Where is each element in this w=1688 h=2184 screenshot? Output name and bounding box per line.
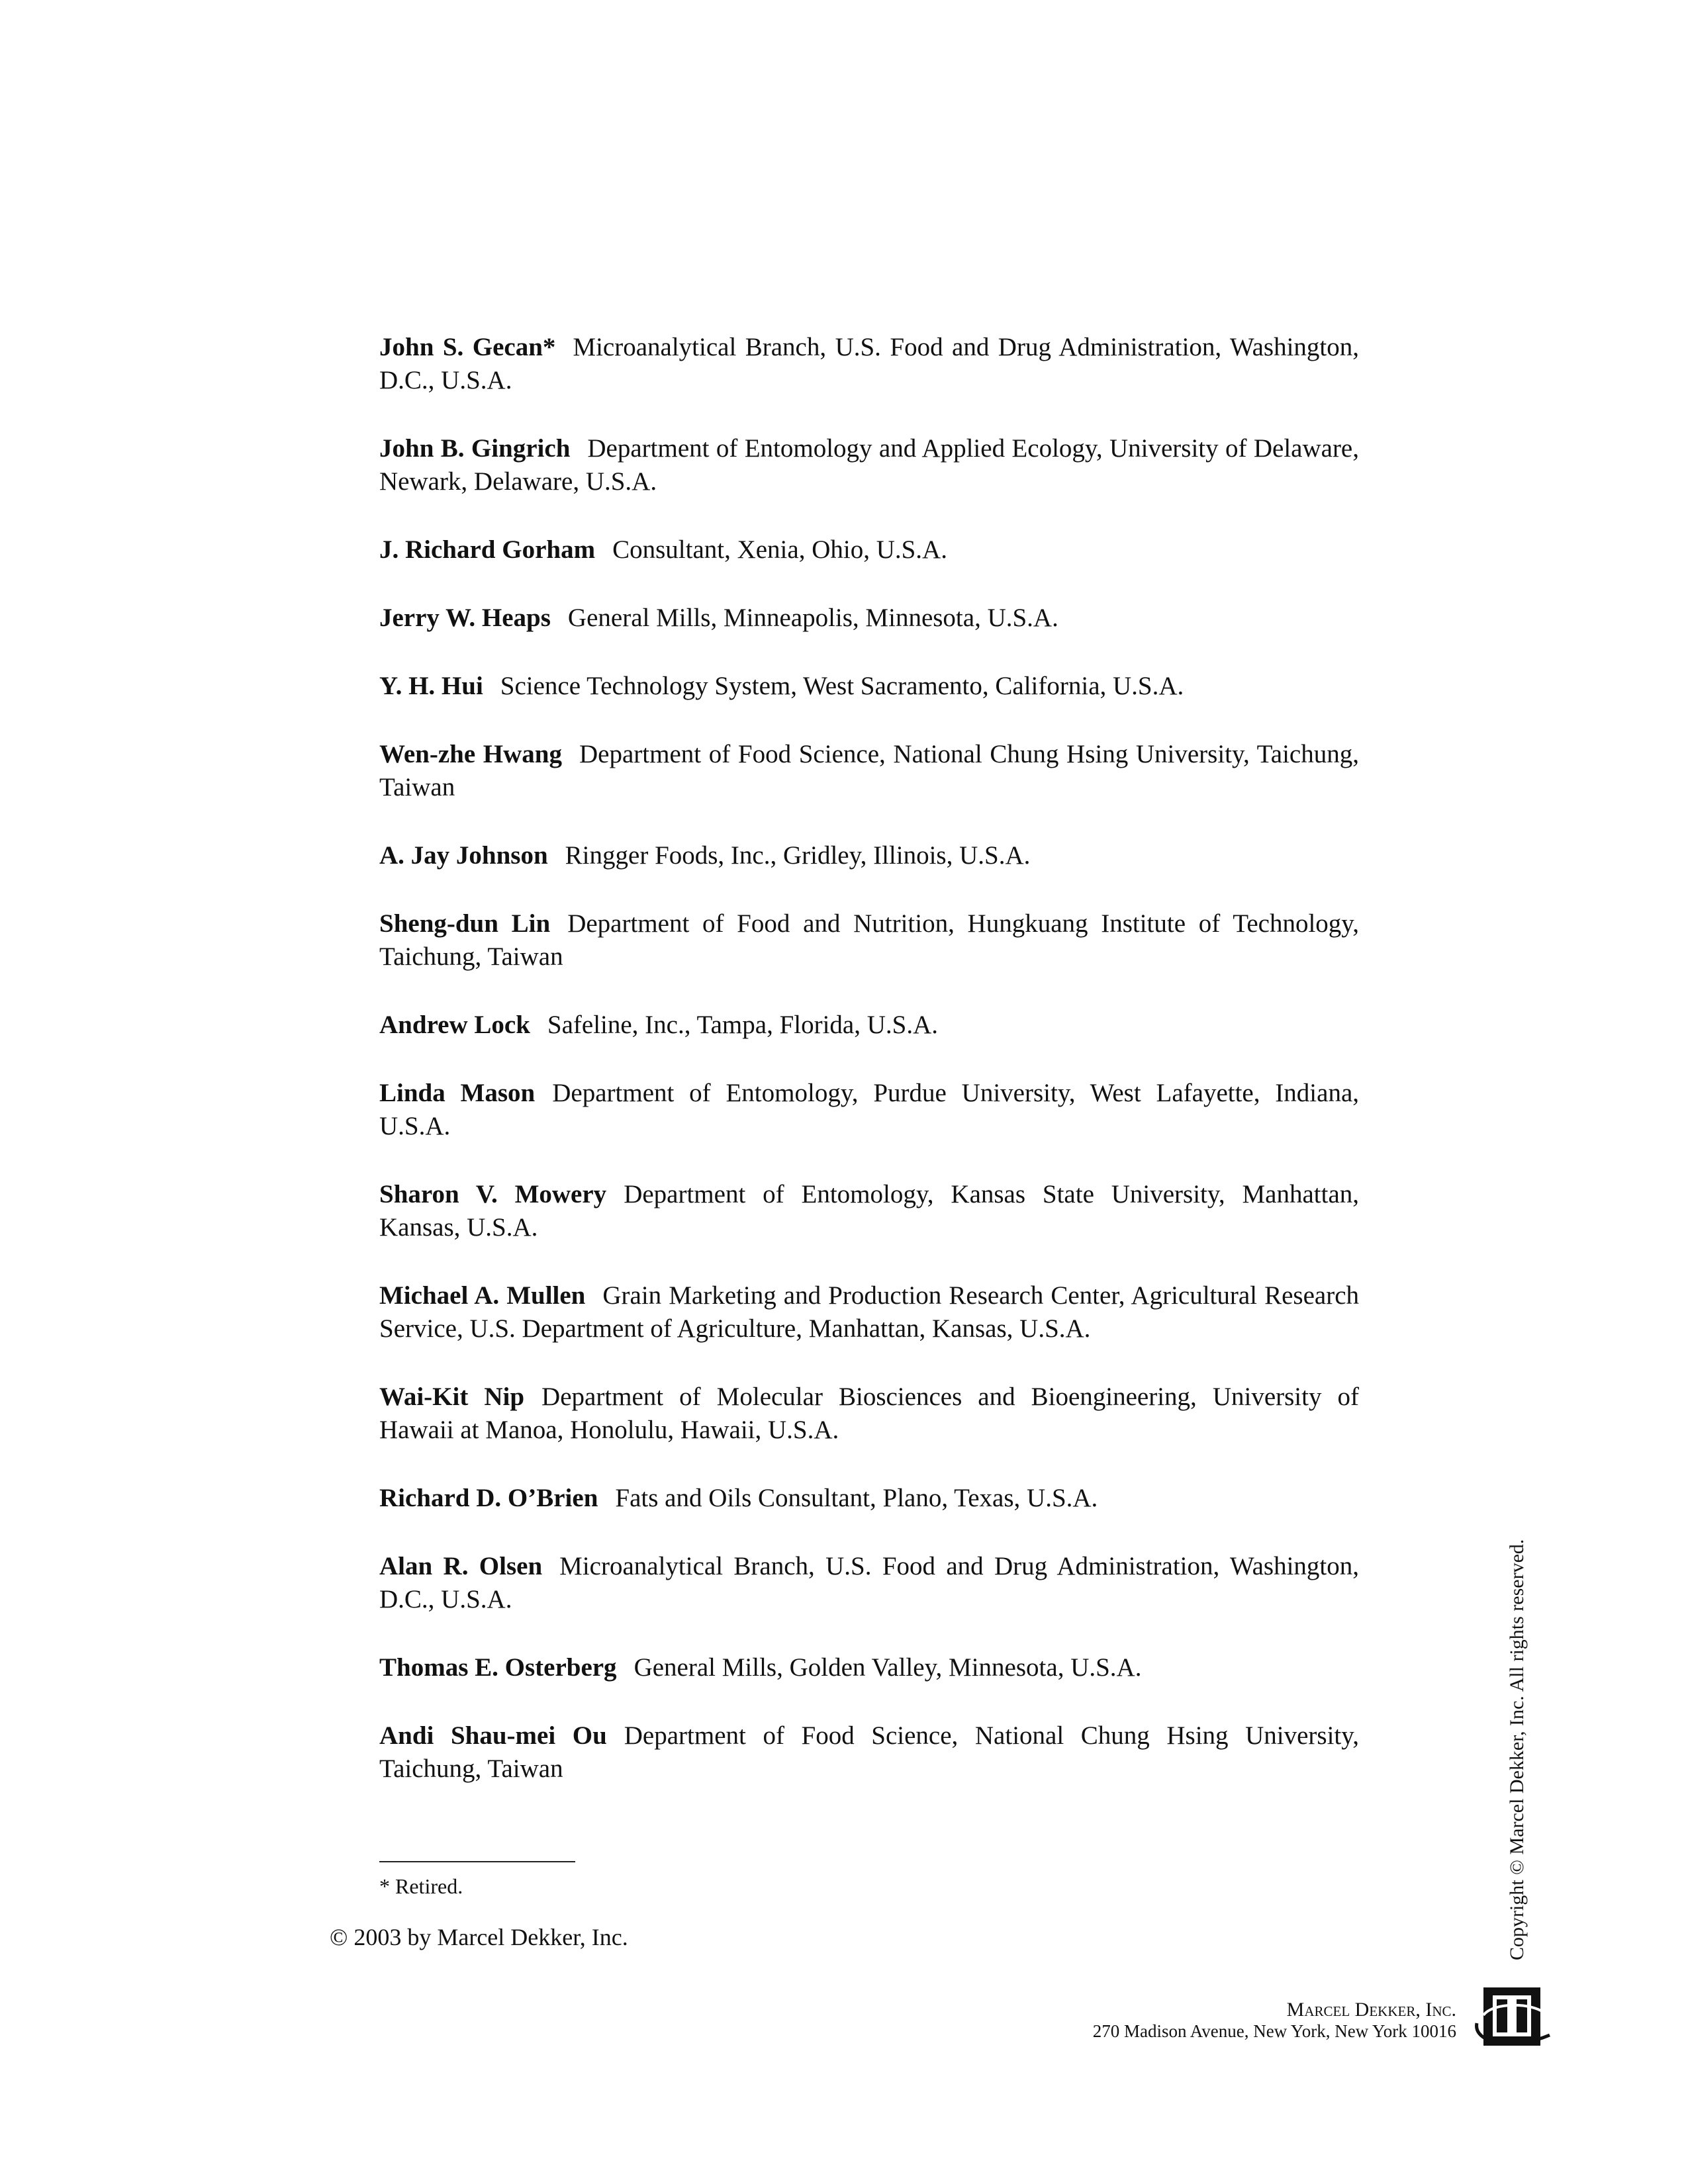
contributor-entry (379, 907, 1359, 974)
contributor-name: J. Richard Gorham (379, 535, 596, 564)
contributor-entry (379, 432, 1359, 498)
contributor-affiliation: Consultant, Xenia, Ohio, U.S.A. (612, 535, 947, 564)
contributor-name: Y. H. Hui (379, 672, 483, 700)
contributor-entry (379, 1381, 1359, 1447)
contributor-name: Alan R. Olsen (379, 1552, 543, 1580)
contributor-affiliation: General Mills, Minneapolis, Minnesota, U.S.A. (567, 604, 1058, 632)
contributor-affiliation: Ringger Foods, Inc., Gridley, Illinois, U.S.A. (565, 841, 1031, 870)
publisher-imprint (1093, 1999, 1456, 2042)
contributor-name: Andrew Lock (379, 1011, 530, 1039)
contributor-name: Thomas E. Osterberg (379, 1653, 617, 1682)
publisher-address: 270 Madison Avenue, New York, New York 10016 (1092, 2021, 1456, 2041)
contributor-name: A. Jay Johnson (379, 841, 548, 870)
contributor-entry (379, 533, 1359, 567)
footnote: * Retired. (379, 1874, 463, 1898)
contributor-entry (379, 602, 1359, 635)
contributor-affiliation: Department of Entomology and Applied Ecology, University of Delaware, Newark, Delaware, U.S.A. (379, 434, 1359, 496)
side-copyright-notice: Copyright © Marcel Dekker, Inc. All rights reserved. (1506, 1539, 1528, 1960)
contributor-entry (379, 670, 1359, 703)
contributor-entry (379, 1482, 1359, 1515)
contributor-affiliation: Department of Entomology, Purdue University, West Lafayette, Indiana, U.S.A. (379, 1079, 1360, 1140)
marcel-dekker-logo-icon (1473, 1982, 1552, 2052)
contributor-affiliation: Grain Marketing and Production Research Center, Agricultural Research Service, U.S. Department of Agriculture, Manhattan, Kansas, U.S.A. (379, 1281, 1359, 1343)
contributor-name: Sharon V. Mowery (379, 1180, 607, 1208)
contributor-entry (379, 1178, 1359, 1244)
contributor-affiliation: Fats and Oils Consultant, Plano, Texas, U.S.A. (615, 1484, 1098, 1512)
contributor-name: Richard D. O’Brien (379, 1484, 598, 1512)
contributor-name: Linda Mason (379, 1079, 536, 1107)
contributor-affiliation: Microanalytical Branch, U.S. Food and Drug Administration, Washington, D.C., U.S.A. (379, 333, 1359, 394)
contributor-entry (379, 1651, 1359, 1684)
publisher-name: Marcel Dekker, Inc. (1286, 1999, 1456, 2021)
contributor-list (379, 331, 1359, 1821)
contributor-name: Michael A. Mullen (379, 1281, 586, 1310)
contributor-name: Sheng-dun Lin (379, 909, 551, 938)
contributor-affiliation: Department of Molecular Biosciences and Bioengineering, University of Hawaii at Manoa, Honolulu, Hawaii, U.S.A. (379, 1383, 1359, 1444)
contributor-affiliation: Department of Entomology, Kansas State University, Manhattan, Kansas, U.S.A. (379, 1180, 1360, 1242)
copyright-notice: © 2003 by Marcel Dekker, Inc. (330, 1924, 628, 1950)
contributor-entry (379, 1719, 1359, 1786)
contributor-affiliation: Science Technology System, West Sacramento, California, U.S.A. (500, 672, 1184, 700)
contributor-entry (379, 738, 1359, 804)
contributor-name: John S. Gecan* (379, 333, 556, 361)
contributor-affiliation: General Mills, Golden Valley, Minnesota, U.S.A. (633, 1653, 1142, 1682)
contributor-name: Wai-Kit Nip (379, 1383, 525, 1411)
contributor-affiliation: Department of Food Science, National Chung Hsing University, Taichung, Taiwan (379, 1721, 1359, 1783)
contributor-entry (379, 839, 1359, 872)
contributor-entry (379, 331, 1359, 397)
contributor-affiliation: Microanalytical Branch, U.S. Food and Drug Administration, Washington, D.C., U.S.A. (379, 1552, 1359, 1614)
contributor-affiliation: Department of Food Science, National Chung Hsing University, Taichung, Taiwan (379, 740, 1359, 801)
contributor-entry (379, 1550, 1359, 1616)
contributor-entry (379, 1009, 1359, 1042)
footnote-rule (379, 1861, 575, 1862)
contributor-entry (379, 1279, 1359, 1345)
contributor-entry (379, 1077, 1359, 1143)
contributor-name: Andi Shau-mei Ou (379, 1721, 607, 1750)
contributor-affiliation: Safeline, Inc., Tampa, Florida, U.S.A. (547, 1011, 938, 1039)
contributor-name: John B. Gingrich (379, 434, 571, 463)
contributor-name: Wen-zhe Hwang (379, 740, 562, 768)
contributor-affiliation: Department of Food and Nutrition, Hungkuang Institute of Technology, Taichung, Taiwan (379, 909, 1359, 971)
contributor-name: Jerry W. Heaps (379, 604, 551, 632)
